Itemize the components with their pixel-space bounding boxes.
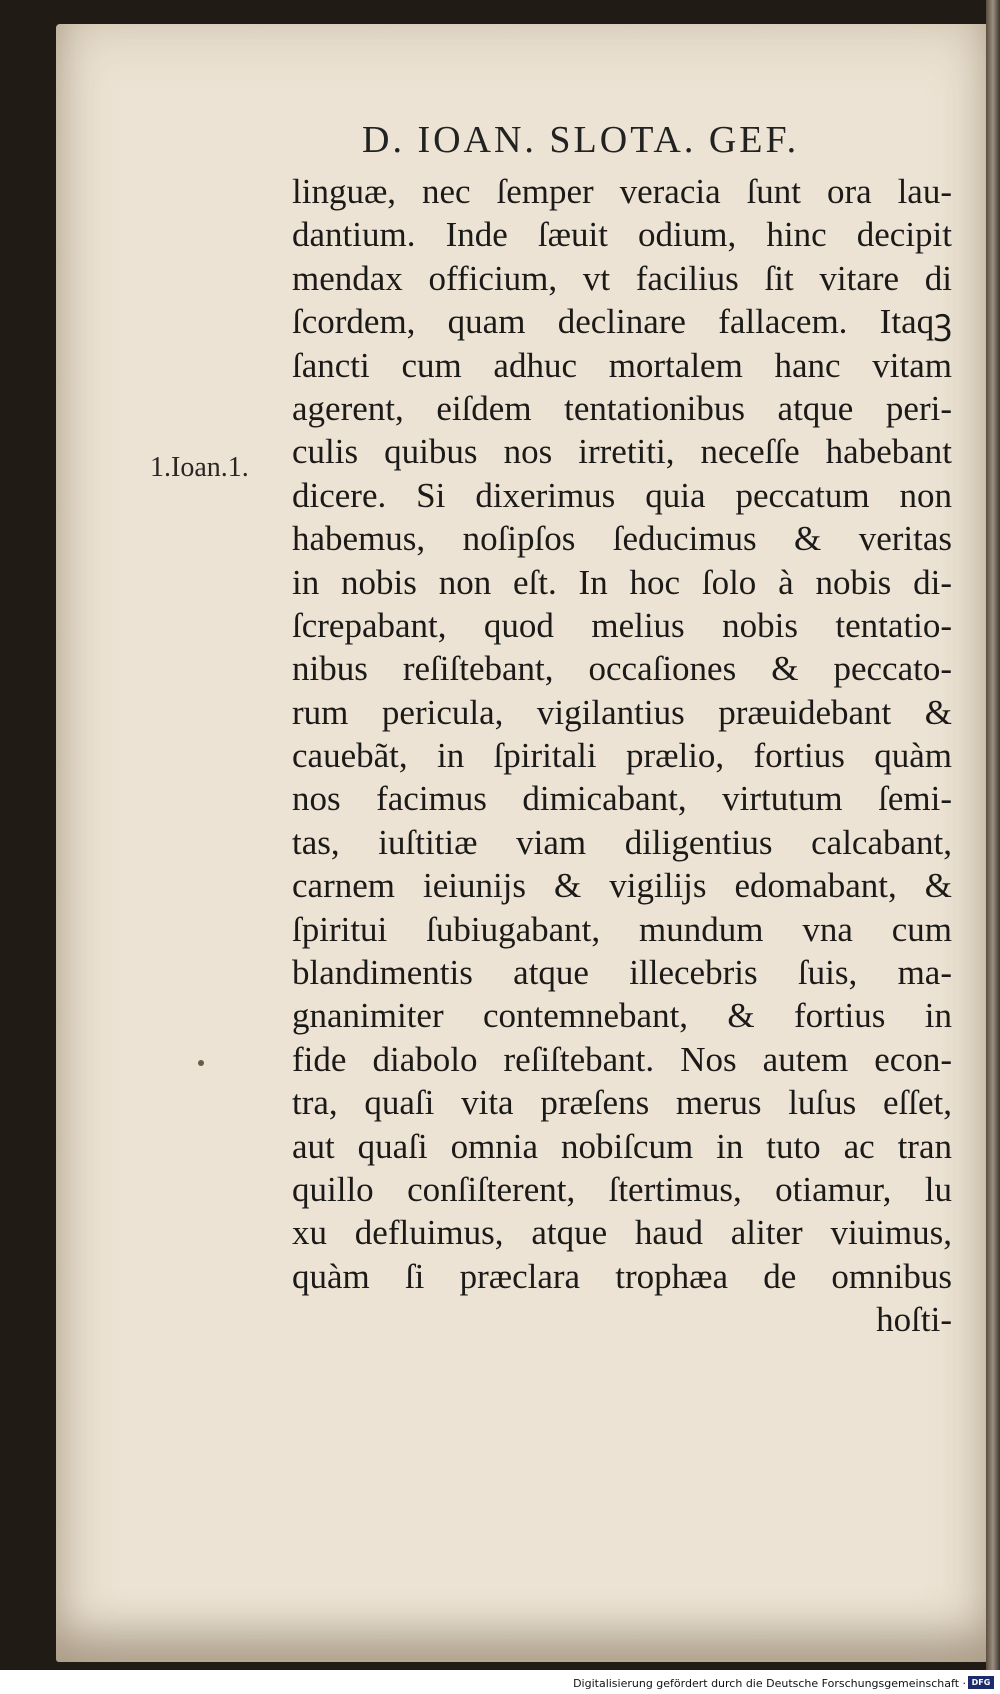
text-line: habemus, noſipſos ſeducimus & veritas — [292, 519, 952, 559]
text-line: agerent, eiſdem tentationibus atque peri- — [292, 388, 952, 428]
text-line: carnem ieiunijs & vigilijs edomabant, & — [292, 866, 952, 906]
text-line: ſancti cum adhuc mortalem hanc vitam — [292, 345, 952, 385]
book-fore-edge — [986, 0, 1000, 1694]
text-line: tas, iuſtitiæ viam diligentius calcabant, — [292, 822, 952, 862]
text-line: xu defluimus, atque haud aliter viuimus, — [292, 1213, 952, 1253]
text-line: ſpiritui ſubiugabant, mundum vna cum — [292, 909, 952, 949]
text-line: dantium. Inde ſæuit odium, hinc decipit — [292, 215, 952, 255]
text-line: dicere. Si dixerimus quia peccatum non — [292, 475, 952, 515]
text-line: gnanimiter contemnebant, & fortius in — [292, 996, 952, 1036]
text-line: ſcrepabant, quod melius nobis tentatio- — [292, 605, 952, 645]
text-line: fide diabolo reſiſtebant. Nos autem econ- — [292, 1039, 952, 1079]
running-head: D. IOAN. SLOTA. GEF. — [362, 119, 800, 161]
margin-note: 1.Ioan.1. — [150, 452, 249, 483]
body-text — [292, 170, 952, 1342]
text-line: rum pericula, vigilantius præuidebant & — [292, 692, 952, 732]
text-line: quàm ſi præclara trophæa de omnibus — [292, 1256, 952, 1296]
text-line: nibus reſiſtebant, occaſiones & peccato- — [292, 649, 952, 689]
text-line: culis quibus nos irretiti, neceſſe habebant — [292, 432, 952, 472]
text-line: nos facimus dimicabant, virtutum ſemi- — [292, 779, 952, 819]
text-line: tra, quaſi vita præſens merus luſus eſſet, — [292, 1083, 952, 1123]
footer-credit: Digitalisierung gefördert durch die Deutsche Forschungsgemeinschaft · — [573, 1677, 966, 1690]
ink-speck — [198, 1060, 204, 1066]
text-line: linguæ, nec ſemper veracia ſunt ora lau- — [292, 172, 952, 211]
text-line: quillo conſiſterent, ſtertimus, otiamur, lu — [292, 1169, 952, 1209]
text-line: in nobis non eſt. In hoc ſolo à nobis di- — [292, 562, 952, 602]
text-line: cauebãt, in ſpiritali prælio, fortius quàm — [292, 736, 952, 776]
text-line: aut quaſi omnia nobiſcum in tuto ac tran — [292, 1126, 952, 1166]
catchword: hoſti- — [876, 1300, 952, 1340]
text-line: blandimentis atque illecebris ſuis, ma- — [292, 953, 952, 993]
dfg-logo-icon: DFG — [968, 1676, 994, 1689]
text-line: mendax officium, vt facilius ſit vitare di — [292, 258, 952, 298]
footer-bar — [0, 1670, 1000, 1694]
text-line: ſcordem, quam declinare fallacem. Itaqꝫ — [292, 302, 952, 342]
